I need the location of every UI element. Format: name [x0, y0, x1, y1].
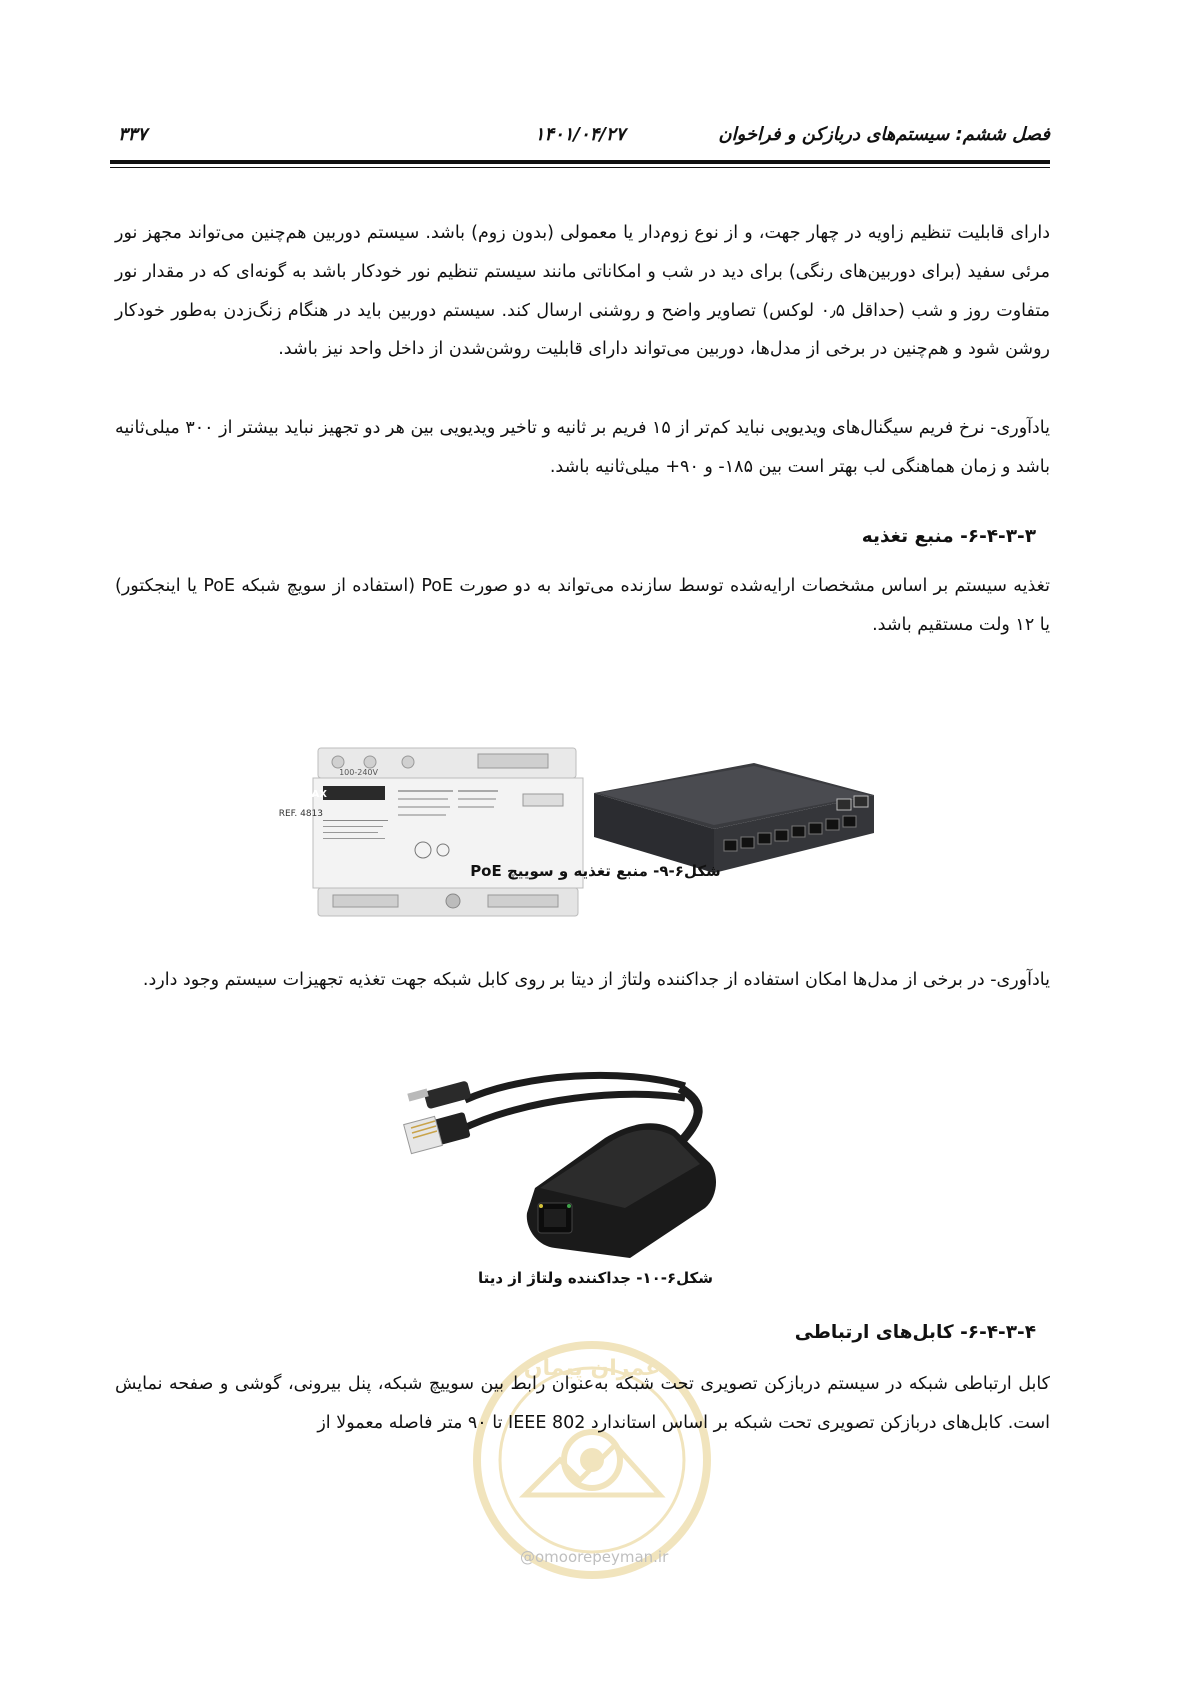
heading-power-supply: ۶-۴-۳-۳- منبع تغذیه	[861, 526, 1036, 547]
paragraph-note-framerate: یادآوری- نرخ فریم سیگنال‌های ویدیویی نباید کم‌تر از ۱۵ فریم بر ثانیه و تاخیر ویدیویی بین هر دو تجهیز نباید بیشتر از ۳۰۰ میلی‌ثانیه باشد و زمان هماهنگی لب بهتر است بین ۱۸۵- و ۹۰+ میلی‌ثانیه باشد.	[115, 418, 1051, 477]
chapter-title: فصل ششم: سیستم‌های دربازکن و فراخوان	[718, 124, 1050, 145]
paragraph-power-supply: تغذیه سیستم بر اساس مشخصات ارایه‌شده توسط سازنده می‌تواند به دو صورت PoE (استفاده از سویچ شبکه PoE یا اینجکتور) یا ۱۲ ولت مستقیم باشد.	[115, 576, 1050, 635]
header-date: ۱۴۰۱/۰۴/۲۷	[534, 124, 626, 145]
psu-brand-logo: FERMAX	[280, 789, 327, 800]
paragraph-communication-cables: کابل ارتباطی شبکه در سیستم دربازکن تصویری تحت شبکه به‌عنوان رابط بین سوییچ شبکه، پنل بیرونی، گوشی و صفحه نمایش است. کابل‌های دربازکن تصویری تحت شبکه بر اساس استاندارد IEEE 802 تا ۹۰ متر فاصله معمولا از	[115, 1374, 1050, 1433]
heading-communication-cables: ۶-۴-۳-۴- کابل‌های ارتباطی	[794, 1322, 1036, 1343]
paragraph-camera: دارای قابلیت تنظیم زاویه در چهار جهت، و از نوع زوم‌دار یا معمولی (بدون زوم) باشد. سیستم دوربین هم‌چنین می‌تواند مجهز نور مرئی سفید (برای دوربین‌های رنگی) برای دید در شب و امکاناتی مانند سیستم تنظیم نور خودکار باشد به گونه‌ای که در مقدار نور متفاوت روز و شب (حداقل ۰٫۵ لوکس) تصاویر واضح و روشنی ارسال کند. سیستم دوربین باید در هنگام زنگ‌زدن به‌طور خودکار روشن شود و هم‌چنین در برخی از مدل‌ها، دوربین می‌تواند دارای قابلیت روشن‌شدن از داخل واحد نیز باشد.	[115, 223, 1050, 360]
watermark-url: @omoorepeyman.ir	[520, 1548, 669, 1566]
watermark-text: عمران پیمان	[523, 1356, 661, 1381]
psu-ref-label: REF. 4813	[278, 809, 323, 819]
paragraph-note-splitter: یادآوری- در برخی از مدل‌ها امکان استفاده از جداکننده ولتاژ از دیتا بر روی کابل شبکه جهت تغذیه تجهیزات سیستم وجود دارد.	[142, 970, 1050, 990]
figure-10-caption: شکل۶-۱۰- جداکننده ولتاژ از دیتا	[477, 1269, 713, 1287]
psu-voltage-label: 100-240V	[339, 768, 378, 777]
page-header	[110, 118, 1050, 148]
poe-splitter-image	[405, 1058, 755, 1263]
figure-9-caption: شکل۶-۹- منبع تغذیه و سوییچ PoE	[470, 862, 721, 880]
header-rule-thick	[110, 160, 1050, 164]
power-supply-image	[278, 740, 593, 922]
header-rule-thin	[110, 167, 1050, 168]
page-number: ۳۳۷	[118, 124, 148, 145]
